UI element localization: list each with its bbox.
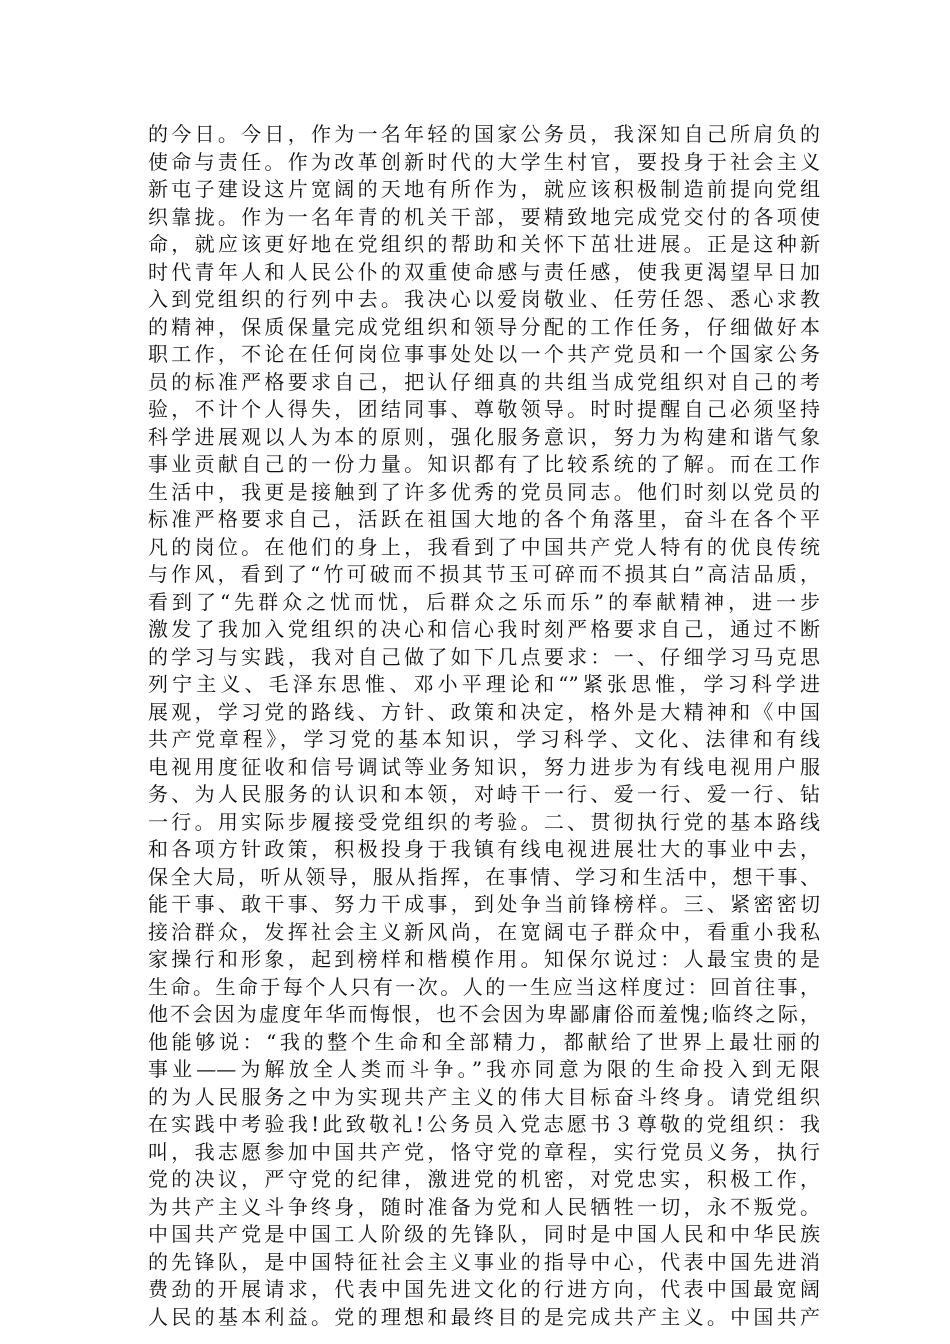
text-line: 生命。生命于每个人只有一次。人的一生应当这样度过：回首往事，: [148, 974, 820, 999]
text-line: 中国共产党是中国工人阶级的先锋队，同时是中国人民和中华民族: [148, 1222, 820, 1246]
text-line: 命，就应该更好地在党组织的帮助和关怀下茁壮进展。正是这种新: [148, 232, 820, 256]
text-line: 电视用度征收和信号调试等业务知识，努力进步为有线电视用户服: [148, 754, 820, 779]
text-line: 的精神，保质保量完成党组织和领导分配的工作任务，仔细做好本: [148, 314, 820, 339]
text-line: 事业——为解放全人类而斗争。”我亦同意为限的生命投入到无限: [148, 1057, 820, 1081]
text-line: 生活中，我更是接触到了许多优秀的党员同志。他们时刻以党员的: [148, 479, 820, 504]
text-line: 和各项方针政策，积极投身于我镇有线电视进展壮大的事业中去，: [148, 837, 820, 861]
text-line: 时代青年人和人民公仆的双重使命感与责任感，使我更渴望早日加: [148, 259, 820, 284]
text-line: 费劲的开展请求，代表中国先进文化的行进方向，代表中国最宽阔: [148, 1277, 820, 1301]
text-line: 新屯子建设这片宽阔的天地有所作为，就应该积极制造前提向党组: [148, 177, 820, 201]
text-line: 事业贡献自己的一份力量。知识都有了比较系统的了解。而在工作: [148, 452, 820, 476]
text-line: 一行。用实际步履接受党组织的考验。二、贯彻执行党的基本路线: [148, 809, 820, 834]
text-line: 入到党组织的行列中去。我决心以爱岗敬业、任劳任怨、悉心求教: [148, 287, 820, 311]
text-line: 为共产主义斗争终身，随时准备为党和人民牺牲一切，永不叛党。: [148, 1194, 820, 1219]
text-line: 激发了我加入党组织的决心和信心我时刻严格要求自己，通过不断: [148, 617, 820, 641]
text-line: 能干事、敢干事、努力干成事，到处争当前锋榜样。三、紧密密切: [148, 892, 820, 916]
text-line: 织靠拢。作为一名年青的机关干部，要精致地完成党交付的各项使: [148, 204, 820, 229]
text-line: 叫，我志愿参加中国共产党，恪守党的章程，实行党员义务，执行: [148, 1139, 820, 1164]
text-line: 务、为人民服务的认识和本领，对峙干一行、爱一行、爱一行、钻: [148, 782, 820, 806]
text-line: 在实践中考验我!此致敬礼!公务员入党志愿书３尊敬的党组织：我: [148, 1112, 820, 1136]
text-line: 的先锋队，是中国特征社会主义事业的指导中心，代表中国先进消: [148, 1249, 820, 1274]
text-line: 看到了“先群众之忧而忧，后群众之乐而乐”的奉献精神，进一步: [148, 589, 820, 614]
text-line: 人民的基本利益。党的理想和最终目的是完成共产主义。中国共产: [148, 1304, 820, 1329]
text-line: 保全大局，听从领导，服从指挥，在事情、学习和生活中，想干事、: [148, 864, 820, 889]
text-line: 员的标准严格要求自己，把认仔细真的共组当成党组织对自己的考: [148, 369, 820, 394]
text-line: 标准严格要求自己，活跃在祖国大地的各个角落里，奋斗在各个平: [148, 507, 820, 531]
text-line: 家操行和形象，起到榜样和楷模作用。知保尔说过：人最宝贵的是: [148, 947, 820, 971]
text-line: 列宁主义、毛泽东思惟、邓小平理论和“”紧张思惟，学习科学进: [148, 672, 820, 696]
text-line: 与作风，看到了“竹可破而不损其节玉可碎而不损其白”高洁品质，: [148, 562, 820, 586]
text-line: 的为人民服务之中为实现共产主义的伟大目标奋斗终身。请党组织: [148, 1084, 820, 1109]
text-line: 凡的岗位。在他们的身上，我看到了中国共产党人特有的优良传统: [148, 534, 820, 559]
text-line: 接洽群众，发挥社会主义新风尚，在宽阔屯子群众中，看重小我私: [148, 919, 820, 944]
text-line: 验，不计个人得失，团结同事、尊敬领导。时时提醒自己必须坚持: [148, 397, 820, 421]
text-line: 他能够说：“我的整个生命和全部精力，都献给了世界上最壮丽的: [148, 1029, 820, 1054]
text-line: 他不会因为虚度年华而悔恨，也不会因为卑鄙庸俗而羞愧;临终之际，: [148, 1002, 820, 1026]
text-line: 的今日。今日，作为一名年轻的国家公务员，我深知自己所肩负的: [148, 122, 820, 146]
text-line: 科学进展观以人为本的原则，强化服务意识，努力为构建和谐气象: [148, 424, 820, 449]
text-line: 共产党章程》，学习党的基本知识，学习科学、文化、法律和有线: [148, 727, 820, 751]
text-line: 展观，学习党的路线、方针、政策和决定，格外是大精神和《中国: [148, 699, 820, 724]
body-text: [148, 121, 820, 1331]
text-line: 的学习与实践，我对自己做了如下几点要求：一、仔细学习马克思: [148, 644, 820, 669]
text-line: 党的决议，严守党的纪律，激进党的机密，对党忠实，积极工作，: [148, 1167, 820, 1191]
text-line: 职工作，不论在任何岗位事事处处以一个共产党员和一个国家公务: [148, 342, 820, 366]
text-line: 使命与责任。作为改革创新时代的大学生村官，要投身于社会主义: [148, 149, 820, 174]
